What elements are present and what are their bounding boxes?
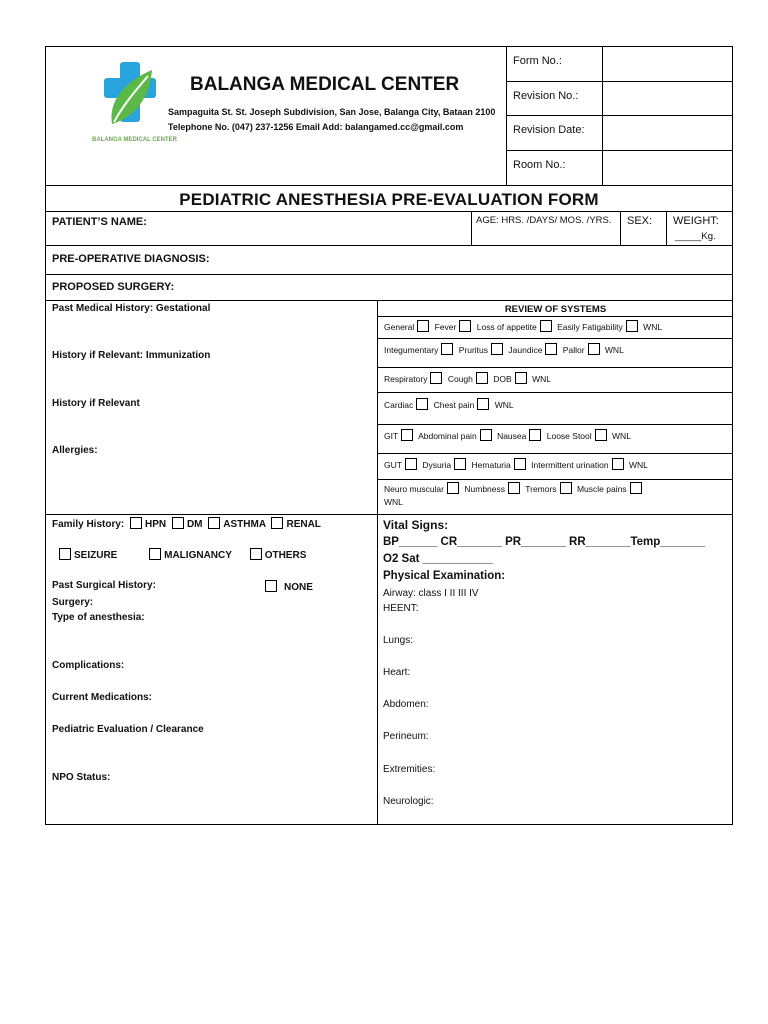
form-no-label: Form No.:: [513, 55, 562, 67]
revision-no-field[interactable]: [603, 82, 732, 115]
revision-date-label: Revision Date:: [513, 124, 585, 136]
asthma-checkbox[interactable]: [208, 517, 220, 529]
diagnosis-label: PRE-OPERATIVE DIAGNOSIS:: [52, 253, 210, 265]
surgery-sub-label: Surgery:: [52, 597, 94, 608]
clearance-label: Pediatric Evaluation / Clearance: [52, 724, 204, 735]
cough-checkbox[interactable]: [476, 372, 488, 384]
tremors-checkbox[interactable]: [560, 482, 572, 494]
neurologic-label: Neurologic:: [383, 796, 434, 807]
npo-status-label: NPO Status:: [52, 772, 111, 783]
dysuria-checkbox[interactable]: [454, 458, 466, 470]
sex-label: SEX:: [627, 215, 653, 227]
relevant-history-label: History if Relevant: [52, 398, 140, 409]
hpn-checkbox[interactable]: [130, 517, 142, 529]
age-label: AGE: HRS. /DAYS/ MOS. /YRS.: [476, 215, 612, 226]
fever-checkbox[interactable]: [459, 320, 471, 332]
ros-row-respiratory: Respiratory Cough DOB WNL: [384, 374, 551, 384]
revision-no-label: Revision No.:: [513, 90, 579, 102]
weight-label: WEIGHT:: [673, 215, 719, 227]
o2-sat-line: O2 Sat ___________: [383, 553, 493, 565]
ros-row-git: GIT Abdominal pain Nausea Loose Stool WNL: [384, 431, 631, 441]
physical-exam-label: Physical Examination:: [383, 570, 506, 582]
room-no-field[interactable]: [603, 151, 732, 184]
heent-label: HEENT:: [383, 603, 419, 614]
jaundice-checkbox[interactable]: [545, 343, 557, 355]
family-history-row-2: SEIZURE MALIGNANCY OTHERS: [56, 548, 306, 562]
malignancy-checkbox[interactable]: [149, 548, 161, 560]
surgery-field[interactable]: [185, 275, 730, 299]
loss-of-appetite-checkbox[interactable]: [540, 320, 552, 332]
lungs-label: Lungs:: [383, 635, 414, 646]
neuromuscular-checkbox[interactable]: [447, 482, 459, 494]
form-no-field[interactable]: [603, 47, 732, 81]
patient-name-field[interactable]: [200, 212, 470, 244]
muscle-pains-checkbox[interactable]: [630, 482, 642, 494]
heart-label: Heart:: [383, 667, 411, 678]
allergies-label: Allergies:: [52, 445, 98, 456]
hospital-logo: [90, 58, 170, 140]
dm-checkbox[interactable]: [172, 517, 184, 529]
logo-caption: BALANGA MEDICAL CENTER: [92, 137, 177, 143]
numbness-checkbox[interactable]: [508, 482, 520, 494]
others-checkbox[interactable]: [250, 548, 262, 560]
past-surgical-label: Past Surgical History:: [52, 580, 156, 591]
renal-checkbox[interactable]: [271, 517, 283, 529]
surgery-label: PROPOSED SURGERY:: [52, 281, 175, 293]
gestational-history-label: Past Medical History: Gestational: [52, 303, 211, 314]
immunization-history-label: History if Relevant: Immunization: [52, 350, 211, 361]
ros-row-neuromuscular: Neuro muscular Numbness Tremors Muscle pains: [384, 482, 645, 495]
family-history-row: Family History: HPN DM ASTHMA RENAL: [52, 519, 321, 530]
vital-signs-line: BP______ CR_______ PR_______ RR_______Temp_______: [383, 536, 706, 548]
vital-signs-label: Vital Signs:: [383, 518, 449, 532]
room-no-label: Room No.:: [513, 159, 566, 171]
dob-checkbox[interactable]: [515, 372, 527, 384]
integumentary-checkbox[interactable]: [441, 343, 453, 355]
hospital-address: Sampaguita St. St. Joseph Subdivision, San Jose, Balanga City, Bataan 2100: [168, 107, 496, 117]
anesthesia-type-label: Type of anesthesia:: [52, 612, 145, 623]
patient-name-label: PATIENT’S NAME:: [52, 216, 147, 228]
medications-label: Current Medications:: [52, 692, 153, 703]
complications-label: Complications:: [52, 660, 125, 671]
seizure-checkbox[interactable]: [59, 548, 71, 560]
hospital-contact: Telephone No. (047) 237-1256 Email Add: balangamed.cc@gmail.com: [168, 122, 464, 132]
perineum-label: Perineum:: [383, 731, 429, 742]
respiratory-checkbox[interactable]: [430, 372, 442, 384]
intermittent-urination-checkbox[interactable]: [612, 458, 624, 470]
none-checkbox[interactable]: [265, 580, 277, 592]
extremities-label: Extremities:: [383, 764, 436, 775]
form-title: PEDIATRIC ANESTHESIA PRE-EVALUATION FORM: [179, 190, 599, 209]
general-checkbox[interactable]: [417, 320, 429, 332]
cardiac-checkbox[interactable]: [416, 398, 428, 410]
ros-row-general: General Fever Loss of appetite Easily Fatigability WNL: [384, 322, 663, 332]
nausea-checkbox[interactable]: [529, 429, 541, 441]
loose-stool-checkbox[interactable]: [595, 429, 607, 441]
airway-line: Airway: class I II III IV: [383, 588, 479, 599]
pruritus-checkbox[interactable]: [491, 343, 503, 355]
hematuria-checkbox[interactable]: [514, 458, 526, 470]
none-option: NONE: [262, 580, 313, 594]
hospital-name: BALANGA MEDICAL CENTER: [190, 74, 460, 95]
abdomen-label: Abdomen:: [383, 699, 429, 710]
abdominal-pain-checkbox[interactable]: [480, 429, 492, 441]
ros-title: REVIEW OF SYSTEMS: [504, 304, 607, 315]
ros-row-integumentary: Integumentary Pruritus Jaundice Pallor WNL: [384, 345, 624, 355]
git-checkbox[interactable]: [401, 429, 413, 441]
diagnosis-field[interactable]: [220, 246, 730, 273]
gut-checkbox[interactable]: [405, 458, 417, 470]
chest-pain-checkbox[interactable]: [477, 398, 489, 410]
pallor-checkbox[interactable]: [588, 343, 600, 355]
ros-neuromuscular-wnl: WNL: [384, 497, 403, 507]
ros-row-cardiac: Cardiac Chest pain WNL: [384, 400, 514, 410]
ros-row-gut: GUT Dysuria Hematuria Intermittent urination WNL: [384, 460, 648, 470]
weight-unit: _____Kg.: [675, 231, 716, 242]
fatigability-checkbox[interactable]: [626, 320, 638, 332]
revision-date-field[interactable]: [603, 116, 732, 150]
